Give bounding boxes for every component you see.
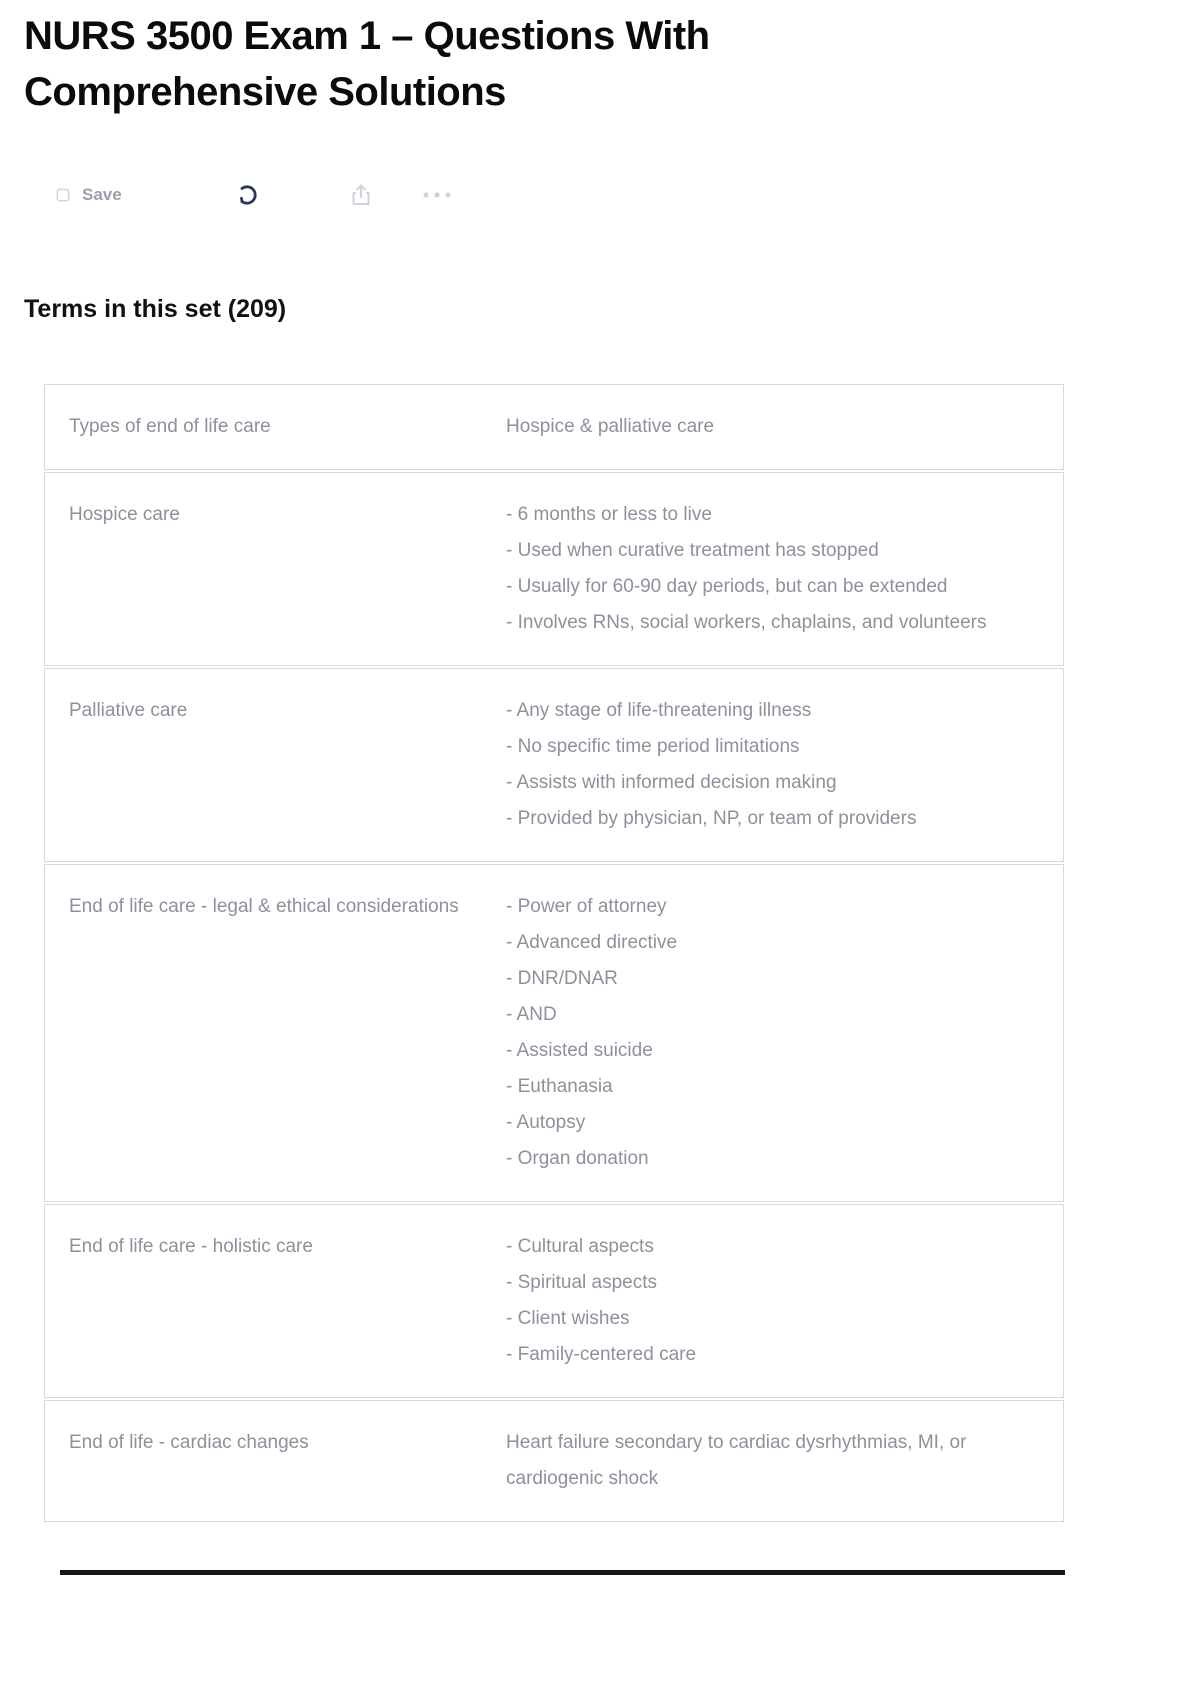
term-card — [44, 384, 1064, 470]
refresh-icon — [234, 183, 258, 207]
share-icon — [350, 183, 372, 207]
page-title: NURS 3500 Exam 1 – Questions With Comprehensive Solutions — [24, 14, 710, 114]
share-button[interactable] — [350, 183, 372, 207]
definition-line: - Used when curative treatment has stopped — [506, 540, 879, 561]
term-card — [44, 668, 1064, 862]
definition-line: - Assisted suicide — [506, 1040, 653, 1061]
terms-heading: Terms in this set (209) — [24, 295, 287, 323]
bottom-divider — [60, 1570, 1065, 1575]
refresh-button[interactable] — [234, 183, 258, 207]
definition-line: - Euthanasia — [506, 1076, 613, 1097]
definition-text — [506, 693, 1039, 837]
term-card — [44, 1400, 1064, 1522]
term-text: End of life care - legal & ethical considerations — [69, 896, 459, 917]
definition-line: - Spiritual aspects — [506, 1272, 658, 1293]
definition-line: - Advanced directive — [506, 932, 678, 953]
definition-line: - Provided by physician, NP, or team of providers — [506, 808, 917, 829]
definition-line: - 6 months or less to live — [506, 504, 712, 525]
bookmark-icon — [54, 186, 72, 204]
definition-line: - No specific time period limitations — [506, 736, 800, 757]
toolbar — [54, 176, 1176, 214]
ellipsis-icon — [420, 183, 454, 207]
term-card — [44, 1204, 1064, 1398]
definition-line: - Client wishes — [506, 1308, 630, 1329]
definition-text — [506, 409, 1039, 445]
definition-line: - Usually for 60-90 day periods, but can be extended — [506, 576, 948, 597]
definition-line: - AND — [506, 1004, 557, 1025]
terms-list — [44, 384, 1064, 1522]
save-label: Save — [82, 185, 122, 204]
term-text: End of life - cardiac changes — [69, 1432, 309, 1453]
definition-line: - Organ donation — [506, 1148, 649, 1169]
term-text: Types of end of life care — [69, 416, 271, 437]
term-text: Palliative care — [69, 700, 188, 721]
save-button[interactable] — [54, 185, 122, 205]
definition-line: Heart failure secondary to cardiac dysrhythmias, MI, or cardiogenic shock — [506, 1432, 967, 1489]
more-options-button[interactable] — [420, 183, 454, 207]
definition-text — [506, 889, 1039, 1177]
definition-line: - Power of attorney — [506, 896, 667, 917]
definition-text — [506, 1229, 1039, 1373]
definition-line: - Any stage of life-threatening illness — [506, 700, 812, 721]
term-text: Hospice care — [69, 504, 180, 525]
definition-line: - DNR/DNAR — [506, 968, 618, 989]
term-card — [44, 864, 1064, 1202]
definition-line: Hospice & palliative care — [506, 416, 715, 437]
definition-text — [506, 1425, 1039, 1497]
definition-line: - Autopsy — [506, 1112, 586, 1133]
term-text: End of life care - holistic care — [69, 1236, 313, 1257]
definition-line: - Assists with informed decision making — [506, 772, 837, 793]
definition-line: - Involves RNs, social workers, chaplains, and volunteers — [506, 612, 987, 633]
term-card — [44, 472, 1064, 666]
definition-line: - Family-centered care — [506, 1344, 697, 1365]
definition-text — [506, 497, 1039, 641]
definition-line: - Cultural aspects — [506, 1236, 654, 1257]
